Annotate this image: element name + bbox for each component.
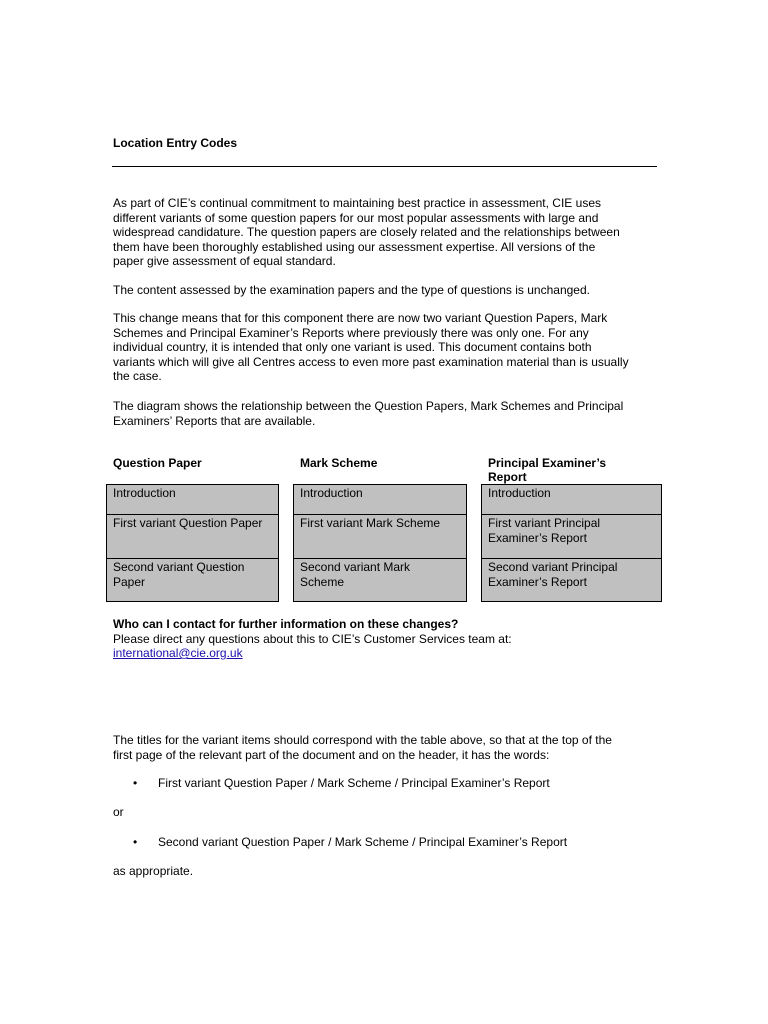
cell-text: Second variant Question bbox=[113, 560, 245, 574]
table-cell bbox=[107, 514, 278, 559]
question-paper-box bbox=[106, 484, 279, 602]
contact-instructions: Please direct any questions about this to CIE’s Customer Services team at: bbox=[113, 632, 512, 646]
table-cell bbox=[482, 485, 661, 515]
change-paragraph bbox=[113, 311, 661, 384]
cell-text: Second variant Mark bbox=[300, 560, 411, 574]
text-line: variants which will give all Centres access to even more past examination material than is usually bbox=[113, 354, 629, 369]
column-heading-mark-scheme bbox=[300, 456, 377, 470]
bullet-marker: • bbox=[133, 776, 138, 790]
cell-text: First variant Principal bbox=[488, 516, 601, 530]
cell-text: Introduction bbox=[300, 486, 363, 500]
text-line: individual country, it is intended that only one variant is used. This document contains both bbox=[113, 340, 592, 355]
titles-paragraph bbox=[113, 733, 661, 762]
text-line: first page of the relevant part of the document and on the header, it has the words: bbox=[113, 747, 550, 762]
column-heading-line: Report bbox=[488, 470, 527, 484]
text-line: The titles for the variant items should correspond with the table above, so that at the top of the bbox=[113, 733, 612, 747]
cell-text: Introduction bbox=[113, 486, 176, 500]
table-cell bbox=[107, 558, 278, 602]
bullet-marker: • bbox=[133, 835, 138, 849]
contact-email-link[interactable]: international@cie.org.uk bbox=[113, 646, 243, 660]
table-cell bbox=[482, 558, 661, 602]
cell-text: Scheme bbox=[300, 574, 345, 589]
page-title: Location Entry Codes bbox=[113, 136, 238, 150]
column-heading-line: Mark Scheme bbox=[300, 456, 378, 470]
or-text: or bbox=[113, 805, 124, 819]
diagram-intro-paragraph bbox=[113, 399, 661, 428]
closing-text: as appropriate. bbox=[113, 864, 194, 878]
text-line: As part of CIE’s continual commitment to maintaining best practice in assessment, CIE uses bbox=[113, 196, 601, 210]
content-paragraph bbox=[113, 283, 661, 298]
text-line: widespread candidature. The question papers are closely related and the relationships between bbox=[113, 225, 620, 240]
text-line: Examiners’ Reports that are available. bbox=[113, 413, 316, 428]
column-heading-examiner-report bbox=[488, 456, 606, 484]
table-cell bbox=[482, 514, 661, 559]
text-line: This change means that for this component there are now two variant Question Papers, Mark bbox=[113, 311, 608, 325]
bullet-item-second-variant: Second variant Question Paper / Mark Scheme / Principal Examiner’s Report bbox=[158, 835, 568, 849]
column-heading-question-paper bbox=[113, 456, 202, 470]
text-line: The content assessed by the examination papers and the type of questions is unchanged. bbox=[113, 283, 590, 297]
examiner-report-box bbox=[481, 484, 662, 602]
cell-text: First variant Mark Scheme bbox=[300, 516, 441, 530]
table-cell bbox=[107, 485, 278, 515]
text-line: different variants of some question papers for our most popular assessments with large and bbox=[113, 210, 599, 225]
column-heading-line: Question Paper bbox=[113, 456, 202, 470]
cell-text: Paper bbox=[113, 574, 146, 589]
table-cell bbox=[294, 558, 466, 602]
text-line: the case. bbox=[113, 369, 162, 384]
cell-text: First variant Question Paper bbox=[113, 516, 263, 530]
heading-divider bbox=[112, 166, 657, 167]
contact-question: Who can I contact for further information on these changes? bbox=[113, 617, 459, 631]
column-heading-line: Principal Examiner’s bbox=[488, 456, 607, 470]
bullet-item-first-variant: First variant Question Paper / Mark Scheme / Principal Examiner’s Report bbox=[158, 776, 550, 790]
mark-scheme-box bbox=[293, 484, 467, 602]
text-line: The diagram shows the relationship between the Question Papers, Mark Schemes and Principal bbox=[113, 399, 624, 413]
intro-paragraph bbox=[113, 196, 661, 269]
text-line: Schemes and Principal Examiner’s Reports where previously there was only one. For any bbox=[113, 325, 589, 340]
cell-text: Introduction bbox=[488, 486, 551, 500]
table-cell bbox=[294, 514, 466, 559]
cell-text: Examiner’s Report bbox=[488, 530, 587, 545]
cell-text: Second variant Principal bbox=[488, 560, 618, 574]
text-line: them have been thoroughly established using our assessment expertise. All versions of the bbox=[113, 239, 596, 254]
text-line: paper give assessment of equal standard. bbox=[113, 254, 336, 269]
cell-text: Examiner’s Report bbox=[488, 574, 587, 589]
table-cell bbox=[294, 485, 466, 515]
